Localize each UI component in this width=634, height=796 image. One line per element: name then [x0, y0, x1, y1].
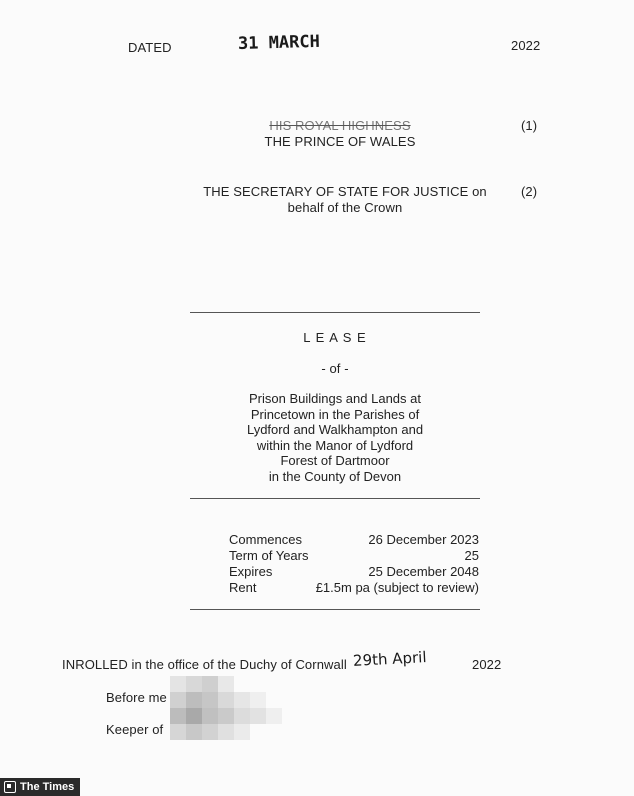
term-value: 25 December 2048	[368, 564, 479, 579]
term-label: Commences	[229, 532, 302, 547]
divider-middle	[190, 498, 480, 499]
description-line: Prison Buildings and Lands at	[248, 391, 421, 406]
term-row	[229, 564, 479, 580]
party-1-title: HIS ROYAL HIGHNESS	[269, 118, 411, 133]
times-logo-icon	[4, 781, 16, 793]
source-badge	[0, 778, 80, 796]
inrolled-text: INROLLED in the office of the Duchy of Cornwall	[62, 657, 347, 672]
redacted-signature	[170, 676, 282, 740]
source-badge-label: The Times	[20, 781, 75, 793]
dated-handwritten: 31 MARCH	[237, 31, 321, 54]
inrolled-date-handwritten: 29th April	[352, 648, 427, 670]
lease-description	[190, 391, 480, 485]
description-line: Forest of Dartmoor	[280, 453, 390, 469]
description-line: within the Manor of Lydford	[256, 437, 414, 453]
dated-label: DATED	[128, 40, 172, 55]
party-2-line1: THE SECRETARY OF STATE FOR JUSTICE on	[203, 184, 487, 199]
description-line: Princetown in the Parishes of	[250, 406, 420, 422]
term-label: Rent	[229, 580, 257, 595]
term-value: 26 December 2023	[368, 532, 479, 547]
term-row	[229, 548, 479, 564]
lease-of: - of -	[321, 361, 349, 376]
term-value: 25	[464, 548, 479, 563]
divider-top	[190, 312, 480, 313]
lease-heading: L E A S E	[303, 330, 367, 345]
term-label: Term of Years	[229, 548, 309, 563]
party-1-name: THE PRINCE OF WALES	[264, 134, 416, 149]
term-row	[229, 532, 479, 548]
description-line: Lydford and Walkhampton and	[246, 422, 424, 438]
term-value: £1.5m pa (subject to review)	[315, 580, 479, 595]
term-row	[229, 580, 479, 596]
description-line: in the County of Devon	[268, 468, 402, 484]
divider-bottom	[190, 609, 480, 610]
dated-year: 2022	[511, 38, 541, 53]
before-me-label: Before me	[106, 690, 167, 705]
inrolled-year: 2022	[472, 657, 502, 672]
keeper-label: Keeper of	[106, 722, 164, 737]
party-2-number: (2)	[521, 184, 538, 199]
term-label: Expires	[229, 564, 273, 579]
party-2-line2: behalf of the Crown	[287, 200, 403, 215]
party-1-number: (1)	[521, 118, 538, 133]
